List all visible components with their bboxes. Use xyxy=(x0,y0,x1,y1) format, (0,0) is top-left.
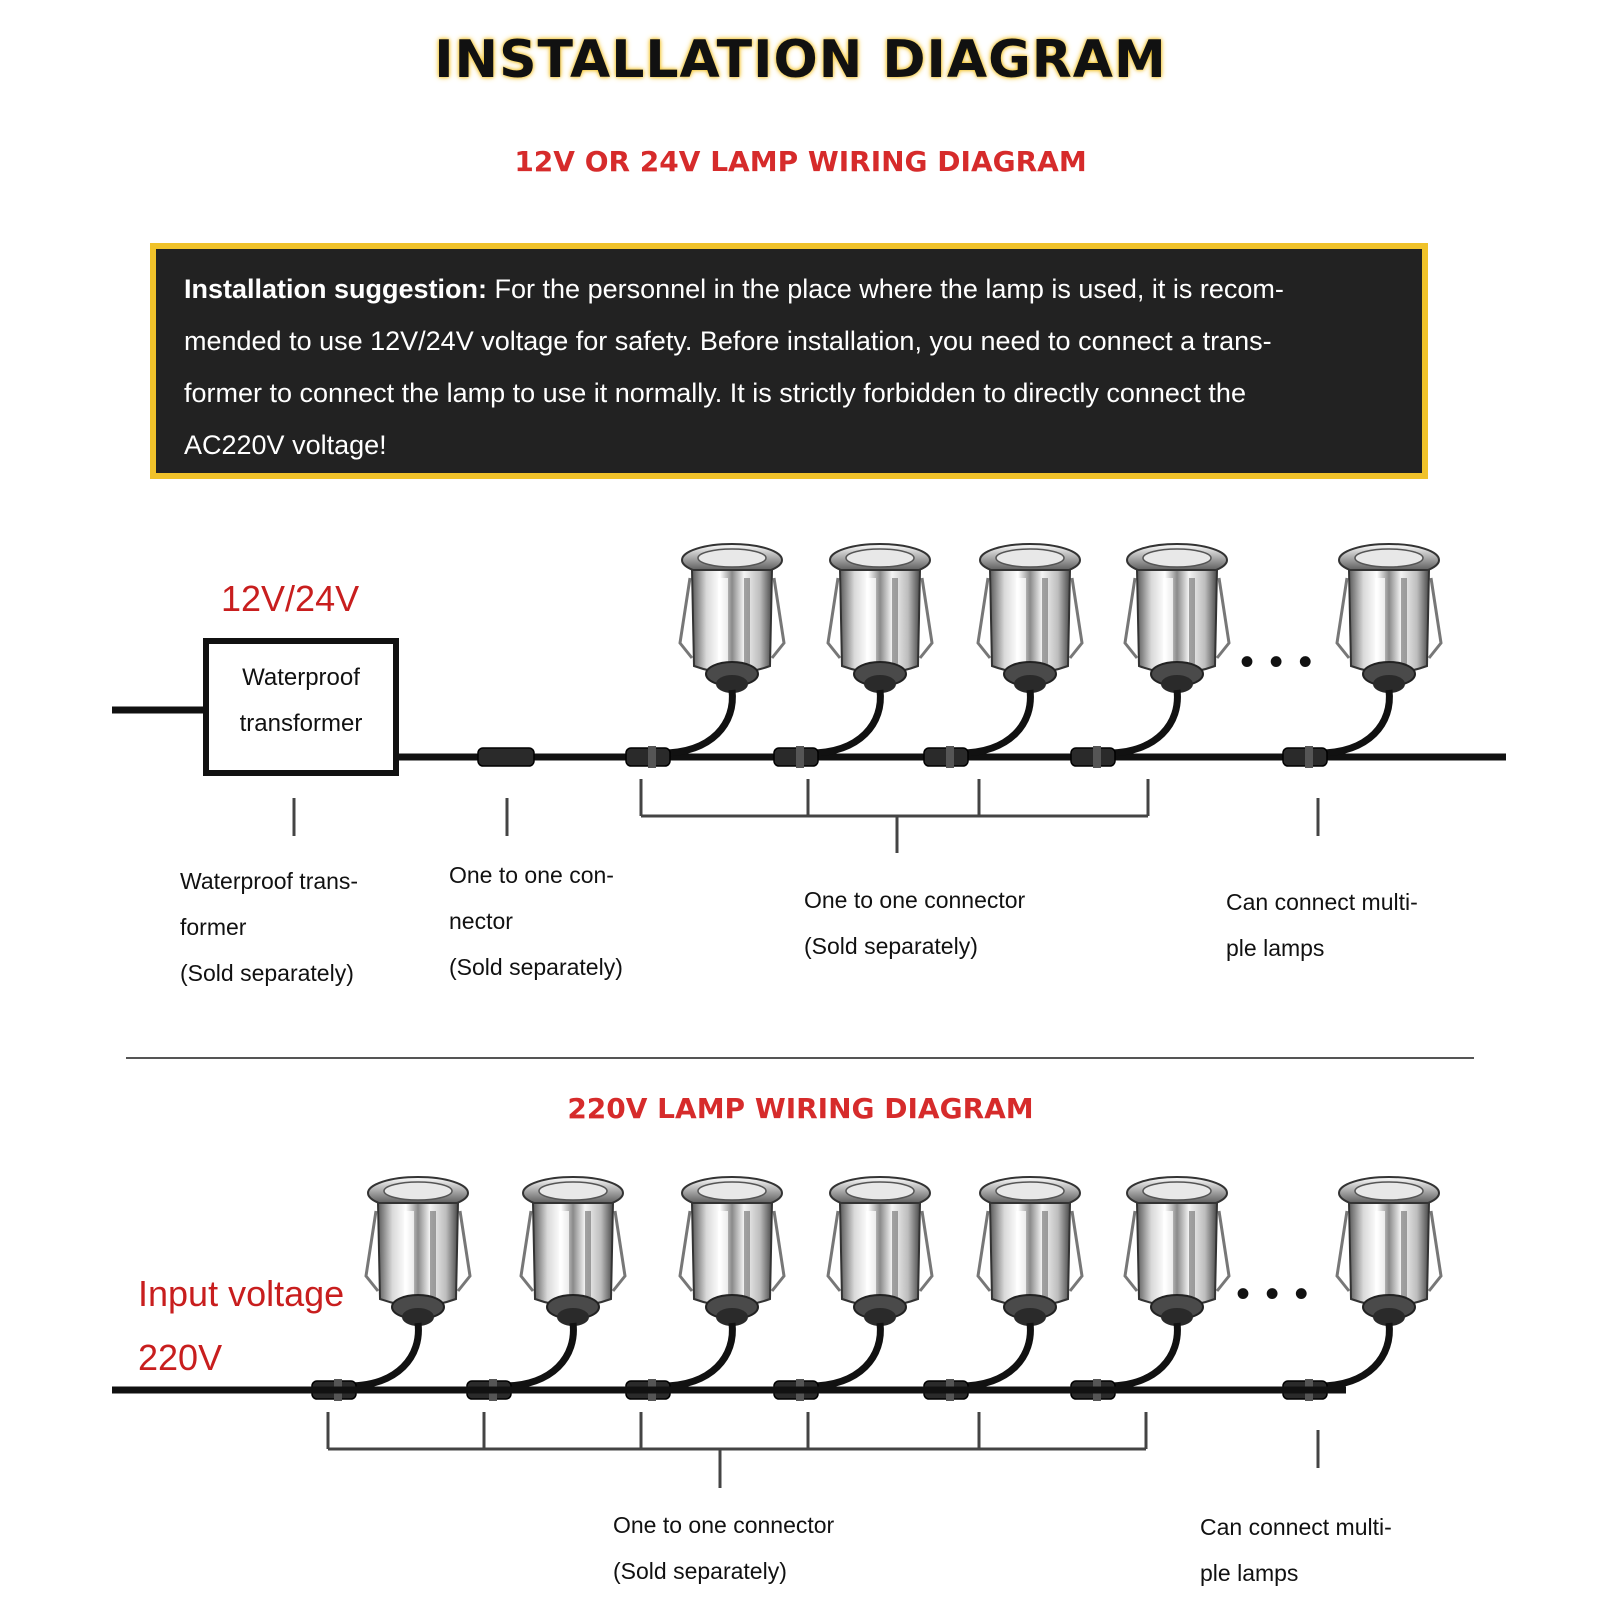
caption-connector-group-220v: One to one connector (Sold separately) xyxy=(613,1512,835,1584)
connector-bracket-12v xyxy=(641,779,1148,853)
voltage-label-12v: 12V/24V xyxy=(221,578,360,619)
ellipsis-12v: • • • xyxy=(1240,640,1315,684)
row2-lamp-3 xyxy=(626,1177,784,1401)
transformer-box-label: Waterproof transformer xyxy=(239,664,363,737)
notice-lead: Installation suggestion: xyxy=(184,274,488,304)
notice-line-2: mended to use 12V/24V voltage for safety. Before installation, you need to connect a trans- xyxy=(184,326,1272,356)
row1-lamp-2 xyxy=(774,544,932,768)
ellipsis-220v: • • • xyxy=(1236,1272,1311,1316)
caption-connector-single: One to one con- nector (Sold separately) xyxy=(449,862,623,980)
row2-lamp-5 xyxy=(924,1177,1082,1401)
row1-lamp-3 xyxy=(924,544,1082,768)
notice-line-4: AC220V voltage! xyxy=(184,430,387,460)
caption-multi-220v: Can connect multi- ple lamps xyxy=(1200,1514,1392,1586)
page-title: INSTALLATION DIAGRAM xyxy=(434,30,1167,90)
row1-inline-connector xyxy=(478,748,534,766)
caption-multi-12v: Can connect multi- ple lamps xyxy=(1226,889,1418,961)
row1-lamp-1 xyxy=(626,544,784,768)
notice-line-3: former to connect the lamp to use it normally. It is strictly forbidden to directly connect the xyxy=(184,378,1246,408)
row2-lamp-4 xyxy=(774,1177,932,1401)
caption-transformer: Waterproof trans- former (Sold separately) xyxy=(180,868,359,986)
voltage-label-220v: Input voltage 220V xyxy=(138,1273,345,1378)
section-heading-12v: 12V OR 24V LAMP WIRING DIAGRAM xyxy=(514,145,1087,178)
notice-text-1: For the personnel in the place where the lamp is used, it is recom- xyxy=(494,274,1284,304)
connector-bracket-220v xyxy=(328,1412,1146,1488)
row2-lamp-6 xyxy=(1071,1177,1229,1401)
section-heading-220v: 220V LAMP WIRING DIAGRAM xyxy=(567,1092,1034,1125)
caption-connector-group-12v: One to one connector (Sold separately) xyxy=(804,887,1026,959)
row1-lamp-4 xyxy=(1071,544,1229,768)
row2-lamp-2 xyxy=(467,1177,625,1401)
